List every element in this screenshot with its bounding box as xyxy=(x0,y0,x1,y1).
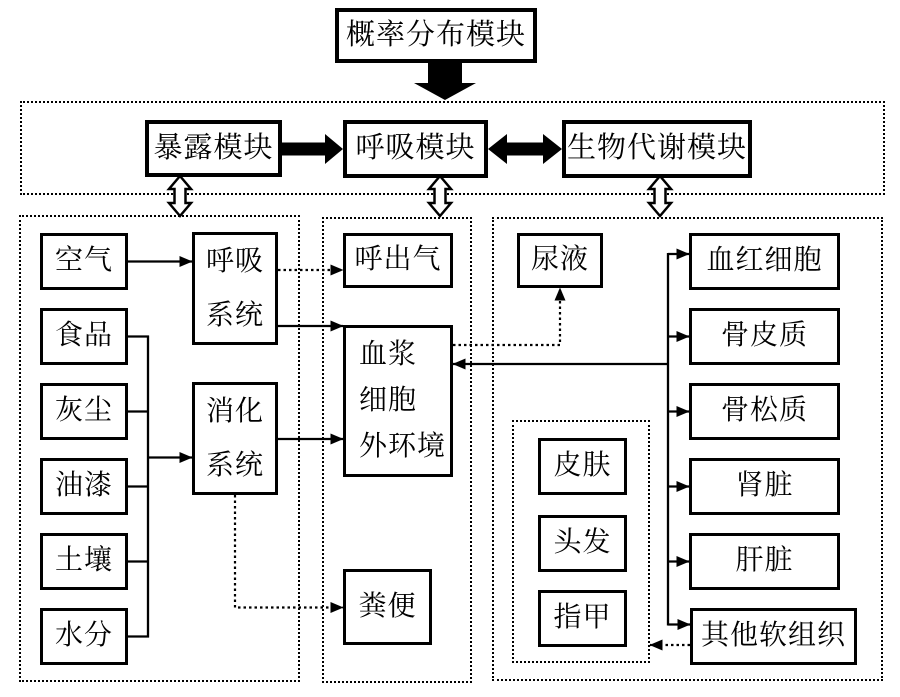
label-line: 血浆 xyxy=(359,339,418,370)
box-skin: 皮肤 xyxy=(538,438,627,495)
box-plasma-extracellular xyxy=(343,325,453,477)
box-nails: 指甲 xyxy=(538,590,627,647)
box-urine: 尿液 xyxy=(517,233,603,288)
box-respiratory-system xyxy=(192,232,278,345)
box-cortical-bone: 骨皮质 xyxy=(689,308,840,365)
box-exposure-module: 暴露模块 xyxy=(145,120,282,177)
box-feces: 粪便 xyxy=(343,569,432,645)
box-dust: 灰尘 xyxy=(40,383,128,440)
arrow-prob-to-modules xyxy=(414,63,476,100)
label-line: 外环境 xyxy=(359,431,447,462)
box-soil: 土壤 xyxy=(40,533,128,590)
label-line: 消化 xyxy=(205,395,264,427)
box-digestive-system xyxy=(192,382,278,495)
box-probability-distribution-module: 概率分布模块 xyxy=(335,8,537,63)
box-trabecular-bone: 骨松质 xyxy=(689,383,840,440)
box-water: 水分 xyxy=(40,608,128,665)
box-exhaled-air: 呼出气 xyxy=(343,233,453,288)
label-line: 细胞 xyxy=(359,385,418,416)
box-metabolism-module: 生物代谢模块 xyxy=(562,120,752,178)
box-kidney: 肾脏 xyxy=(689,458,840,515)
label-line: 系统 xyxy=(205,449,264,481)
box-liver: 肝脏 xyxy=(689,533,840,590)
label-line: 呼吸 xyxy=(205,245,264,277)
box-respiratory-module: 呼吸模块 xyxy=(343,120,488,178)
box-hair: 头发 xyxy=(538,515,627,572)
box-air: 空气 xyxy=(40,233,128,290)
box-food: 食品 xyxy=(40,308,128,365)
box-other-soft-tissue: 其他软组织 xyxy=(690,608,857,665)
box-paint: 油漆 xyxy=(40,458,128,515)
label-line: 系统 xyxy=(205,299,264,331)
box-red-blood-cells: 血红细胞 xyxy=(689,233,840,290)
